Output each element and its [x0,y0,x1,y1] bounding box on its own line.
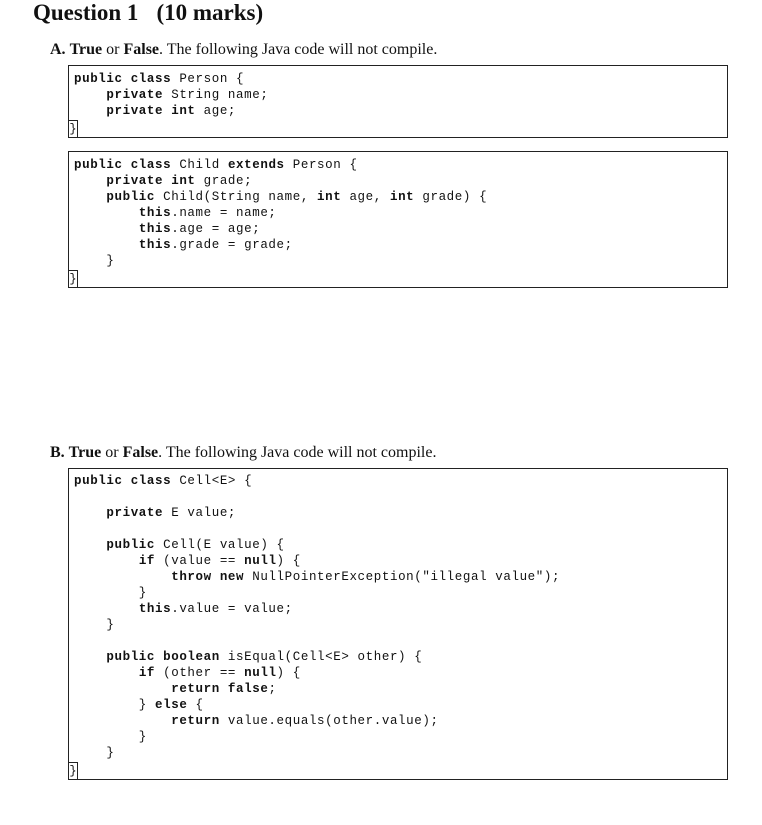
code-text [74,190,106,204]
code-keyword: public [106,190,156,204]
code-text: } [74,730,147,744]
part-a-heading [50,41,437,59]
part-a-false: False [123,41,160,58]
code-text: } [74,254,115,268]
closing-brace: } [69,764,77,778]
code-line [74,157,358,173]
part-b-letter: B. [50,444,65,461]
part-a-statement: . The following Java code will not compile. [159,41,438,58]
code-text [74,174,106,188]
code-line [74,585,147,601]
code-text [74,602,139,616]
code-keyword: null [244,666,277,680]
code-keyword: public class [74,158,172,172]
code-keyword: this [138,206,172,220]
code-keyword: extends [227,158,285,172]
code-line [74,553,301,569]
part-b-heading [50,444,436,462]
code-text [74,554,139,568]
code-text: .value = value; [171,602,293,616]
code-text [74,570,171,584]
code-text: (other == [155,666,245,680]
code-line [74,729,147,745]
code-text: .age = age; [171,222,261,236]
code-text [74,222,139,236]
code-line [74,665,301,681]
code-text [74,714,171,728]
code-keyword: int [317,190,342,204]
code-line [74,189,487,205]
code-keyword: private int [106,104,196,118]
part-b-or: or [105,444,119,461]
code-text: Cell<E> { [171,474,253,488]
code-keyword: else [155,698,188,712]
code-text [74,682,171,696]
code-keyword: throw new [171,570,245,584]
code-keyword: if [138,666,156,680]
code-box-cell [68,468,728,780]
code-text: grade) { [414,190,488,204]
part-b-statement: . The following Java code will not compile. [158,444,437,461]
code-line [74,71,244,87]
part-a-or: or [106,41,120,58]
code-text: NullPointerException("illegal value"); [244,570,561,584]
code-line [74,205,277,221]
closing-brace: } [69,272,77,286]
code-text: } [74,698,156,712]
code-text: (value == [155,554,245,568]
code-text [74,88,106,102]
code-keyword: public [106,538,156,552]
code-text [74,206,139,220]
code-keyword: return false [171,682,269,696]
code-text: .name = name; [171,206,277,220]
code-text [74,506,106,520]
part-a-true: True [69,41,103,58]
code-keyword: return [171,714,220,728]
code-line [74,681,277,697]
code-line [74,505,236,521]
part-a-letter: A. [50,41,66,58]
code-text: age; [195,104,237,118]
code-line [74,473,252,489]
code-text: } [74,746,115,760]
code-text [74,666,139,680]
question-marks: (10 marks) [156,0,264,25]
code-line [74,173,252,189]
code-text: ) { [276,666,301,680]
code-line [74,537,285,553]
code-text: Child(String name, [155,190,318,204]
code-line [74,697,204,713]
code-text: .grade = grade; [171,238,293,252]
code-text: value.equals(other.value); [219,714,439,728]
closing-brace: } [69,122,77,136]
code-line [74,601,293,617]
part-b-false: False [122,444,159,461]
code-box-person [68,65,728,138]
code-text [74,650,106,664]
code-keyword: null [244,554,277,568]
code-keyword: this [138,222,172,236]
question-title [33,0,263,26]
code-box-child [68,151,728,288]
code-keyword: private [106,88,164,102]
code-line [74,221,260,237]
code-text: { [187,698,204,712]
code-text: String name; [163,88,269,102]
code-line [74,649,422,665]
code-line [74,103,236,119]
code-text: ) { [276,554,301,568]
code-text: Person { [284,158,358,172]
code-line [74,569,560,585]
code-text: isEqual(Cell<E> other) { [219,650,423,664]
code-line [74,253,115,269]
code-text [74,104,106,118]
code-line [74,237,293,253]
code-text: Person { [171,72,245,86]
code-text: Cell(E value) { [155,538,285,552]
code-keyword: if [138,554,156,568]
code-keyword: this [138,602,172,616]
code-text: } [74,586,147,600]
code-keyword: this [138,238,172,252]
code-keyword: public class [74,72,172,86]
code-text: grade; [195,174,253,188]
code-text [74,238,139,252]
code-keyword: public boolean [106,650,220,664]
code-keyword: private [106,506,164,520]
code-text: age, [341,190,390,204]
code-text: ; [268,682,277,696]
code-line [74,87,268,103]
code-keyword: int [389,190,415,204]
code-text: E value; [163,506,237,520]
code-text: Child [171,158,228,172]
code-text: } [74,618,115,632]
part-b-true: True [68,444,102,461]
code-text [74,538,106,552]
code-keyword: public class [74,474,172,488]
code-line [74,617,115,633]
code-line [74,713,439,729]
question-number: Question 1 [33,0,139,25]
code-line [74,745,115,761]
code-keyword: private int [106,174,196,188]
